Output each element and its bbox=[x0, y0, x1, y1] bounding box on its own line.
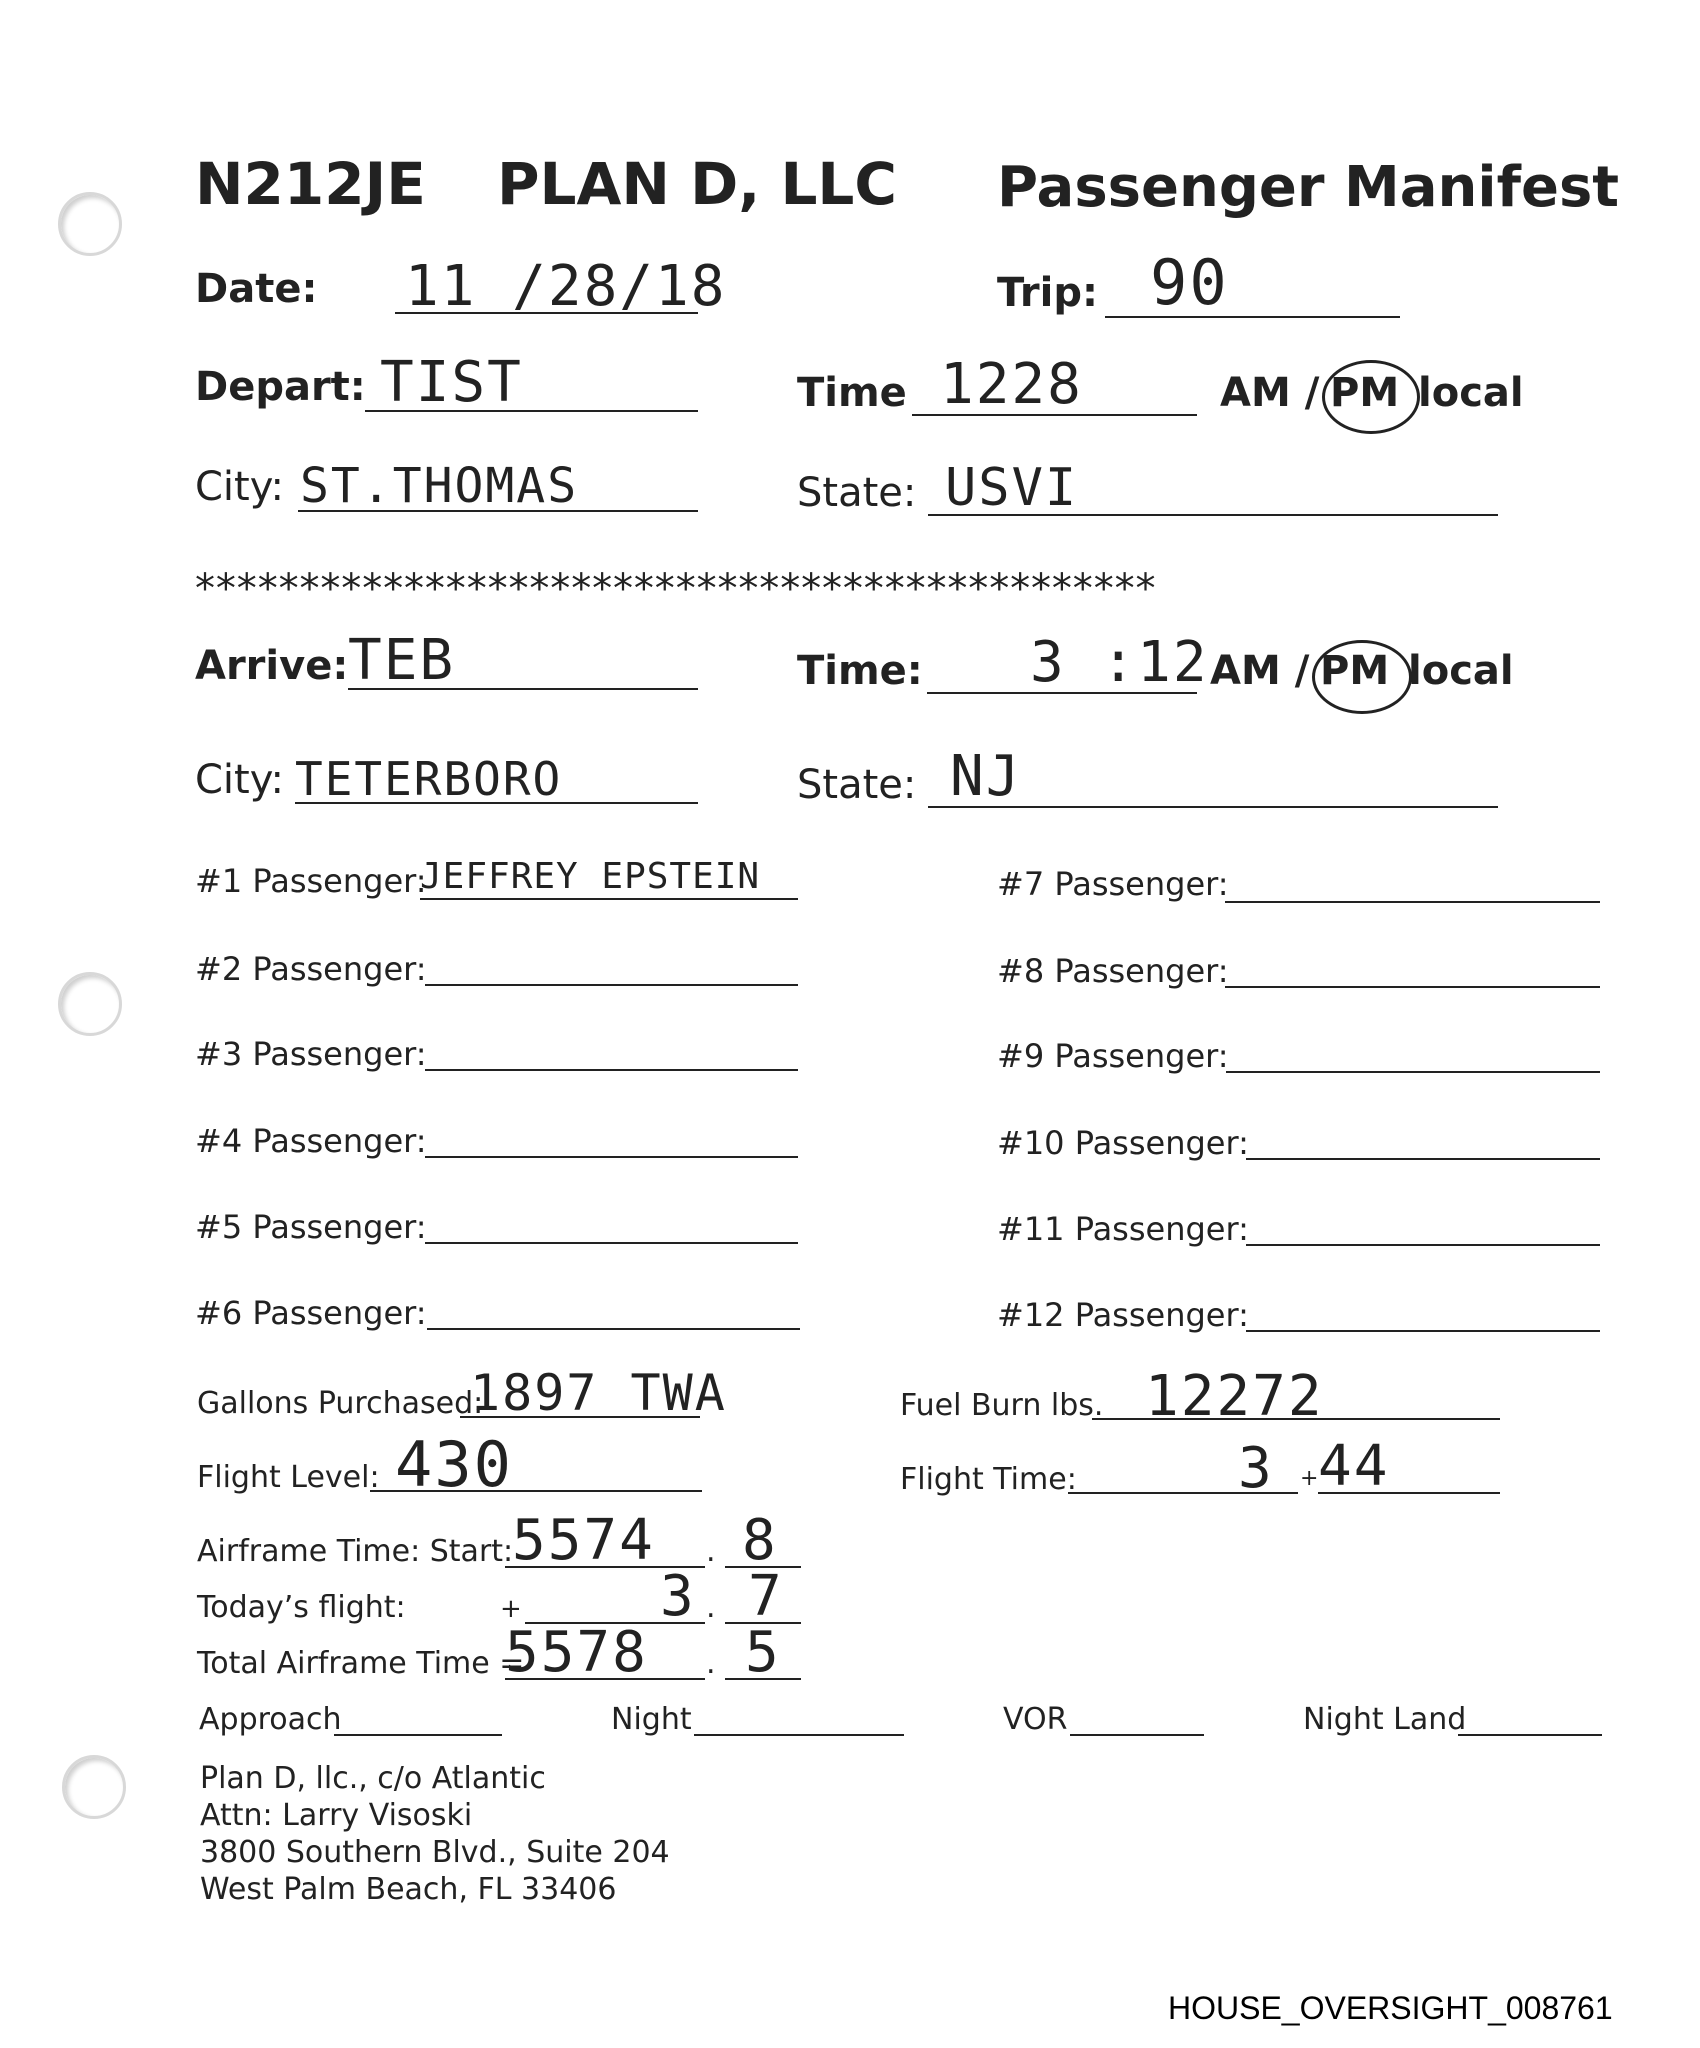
todays-flight-plus: + bbox=[500, 1594, 522, 1624]
passenger-6-label: #6 Passenger: bbox=[195, 1294, 427, 1332]
airframe-start-whole-value: 5574 bbox=[512, 1508, 655, 1573]
arrive-am-label: AM / bbox=[1210, 648, 1310, 694]
flight-time-hours-value: 3 bbox=[1238, 1436, 1274, 1501]
trip-label: Trip: bbox=[997, 270, 1098, 316]
vor-line bbox=[1070, 1734, 1204, 1736]
todays-flight-dot: . bbox=[706, 1590, 716, 1625]
passenger-2-line bbox=[425, 984, 798, 986]
arrive-airport-value: TEB bbox=[348, 628, 456, 693]
address-line-2: Attn: Larry Visoski bbox=[200, 1798, 473, 1833]
todays-flight-tenth-value: 7 bbox=[748, 1564, 784, 1629]
depart-am-label: AM / bbox=[1220, 370, 1320, 416]
passenger-10-line bbox=[1246, 1158, 1600, 1160]
approach-label: Approach bbox=[199, 1702, 342, 1737]
total-airframe-tenth-value: 5 bbox=[745, 1620, 781, 1685]
passenger-1-label: #1 Passenger: bbox=[195, 862, 427, 900]
passenger-4-line bbox=[425, 1156, 798, 1158]
night-land-line bbox=[1458, 1734, 1602, 1736]
date-label: Date: bbox=[195, 266, 318, 312]
depart-airport-value: TIST bbox=[380, 350, 523, 415]
passenger-8-line bbox=[1225, 986, 1600, 988]
depart-time-label: Time bbox=[797, 370, 907, 416]
trip-value: 90 bbox=[1150, 246, 1229, 319]
passenger-5-line bbox=[425, 1242, 798, 1244]
gallons-value: 1897 TWA bbox=[470, 1364, 727, 1422]
passenger-6-line bbox=[427, 1328, 800, 1330]
passenger-1-line bbox=[420, 898, 798, 900]
company-name: PLAN D, LLC bbox=[497, 150, 897, 218]
passenger-2-label: #2 Passenger: bbox=[195, 950, 427, 988]
passenger-10-label: #10 Passenger: bbox=[997, 1124, 1249, 1162]
vor-label: VOR bbox=[1003, 1702, 1068, 1737]
arrive-state-value: NJ bbox=[950, 744, 1022, 809]
todays-flight-whole-value: 3 bbox=[660, 1564, 696, 1629]
total-airframe-whole-value: 5578 bbox=[505, 1620, 648, 1685]
night-line bbox=[694, 1734, 904, 1736]
passenger-5-label: #5 Passenger: bbox=[195, 1208, 427, 1246]
flight-level-label: Flight Level: bbox=[197, 1460, 380, 1495]
separator-asterisks: ********************************************** bbox=[195, 566, 1157, 612]
bates-number: HOUSE_OVERSIGHT_008761 bbox=[1168, 1990, 1613, 2026]
passenger-9-line bbox=[1226, 1071, 1600, 1073]
depart-local-label: local bbox=[1418, 370, 1524, 416]
binder-hole-middle bbox=[58, 972, 122, 1036]
arrive-time-label: Time: bbox=[797, 648, 923, 694]
passenger-7-line bbox=[1225, 901, 1600, 903]
flight-level-value: 430 bbox=[395, 1428, 513, 1501]
address-line-1: Plan D, llc., c/o Atlantic bbox=[200, 1761, 546, 1796]
passenger-7-label: #7 Passenger: bbox=[997, 865, 1229, 903]
night-label: Night bbox=[611, 1702, 692, 1737]
fuel-burn-label: Fuel Burn lbs. bbox=[900, 1388, 1104, 1423]
fuel-burn-value: 12272 bbox=[1145, 1364, 1324, 1429]
arrive-local-label: local bbox=[1408, 648, 1514, 694]
passenger-12-line bbox=[1246, 1330, 1600, 1332]
flight-time-label: Flight Time: bbox=[900, 1462, 1077, 1497]
passenger-11-line bbox=[1246, 1244, 1600, 1246]
depart-time-value: 1228 bbox=[940, 352, 1083, 417]
depart-label: Depart: bbox=[195, 364, 366, 410]
arrive-time-value: 3 :12 bbox=[1030, 630, 1209, 695]
passenger-1-name: JEFFREY EPSTEIN bbox=[420, 856, 761, 897]
depart-state-value: USVI bbox=[945, 458, 1079, 518]
airframe-start-dot: . bbox=[706, 1534, 716, 1569]
binder-hole-bottom bbox=[62, 1755, 126, 1819]
document-title: Passenger Manifest bbox=[997, 155, 1620, 220]
passenger-3-line bbox=[425, 1069, 798, 1071]
passenger-11-label: #11 Passenger: bbox=[997, 1210, 1249, 1248]
airframe-start-label: Airframe Time: Start: bbox=[197, 1534, 514, 1569]
flight-time-plus: + bbox=[1300, 1466, 1319, 1491]
gallons-label: Gallons Purchased: bbox=[197, 1386, 484, 1421]
passenger-9-label: #9 Passenger: bbox=[997, 1037, 1229, 1075]
arrive-city-value: TETERBORO bbox=[295, 752, 563, 806]
flight-time-minutes-value: 44 bbox=[1318, 1434, 1390, 1499]
tail-number: N212JE bbox=[195, 150, 426, 218]
binder-hole-top bbox=[58, 192, 122, 256]
passenger-12-label: #12 Passenger: bbox=[997, 1296, 1249, 1334]
passenger-3-label: #3 Passenger: bbox=[195, 1035, 427, 1073]
total-airframe-label: Total Airframe Time = bbox=[197, 1646, 525, 1681]
total-airframe-dot: . bbox=[706, 1646, 716, 1681]
todays-flight-label: Today’s flight: bbox=[197, 1590, 406, 1625]
depart-state-label: State: bbox=[797, 470, 917, 516]
depart-city-label: City: bbox=[195, 464, 284, 510]
approach-line bbox=[334, 1734, 502, 1736]
depart-pm-label: PM bbox=[1330, 370, 1400, 416]
depart-city-value: ST.THOMAS bbox=[300, 458, 579, 514]
address-line-4: West Palm Beach, FL 33406 bbox=[200, 1872, 617, 1907]
date-value: 11 /28/18 bbox=[405, 254, 727, 319]
arrive-state-label: State: bbox=[797, 762, 917, 808]
passenger-8-label: #8 Passenger: bbox=[997, 952, 1229, 990]
arrive-label: Arrive: bbox=[195, 643, 349, 689]
passenger-4-label: #4 Passenger: bbox=[195, 1122, 427, 1160]
arrive-pm-label: PM bbox=[1320, 648, 1390, 694]
arrive-city-label: City: bbox=[195, 757, 284, 803]
airframe-start-tenth-value: 8 bbox=[742, 1508, 778, 1573]
night-land-label: Night Land bbox=[1303, 1702, 1467, 1737]
address-line-3: 3800 Southern Blvd., Suite 204 bbox=[200, 1835, 670, 1870]
